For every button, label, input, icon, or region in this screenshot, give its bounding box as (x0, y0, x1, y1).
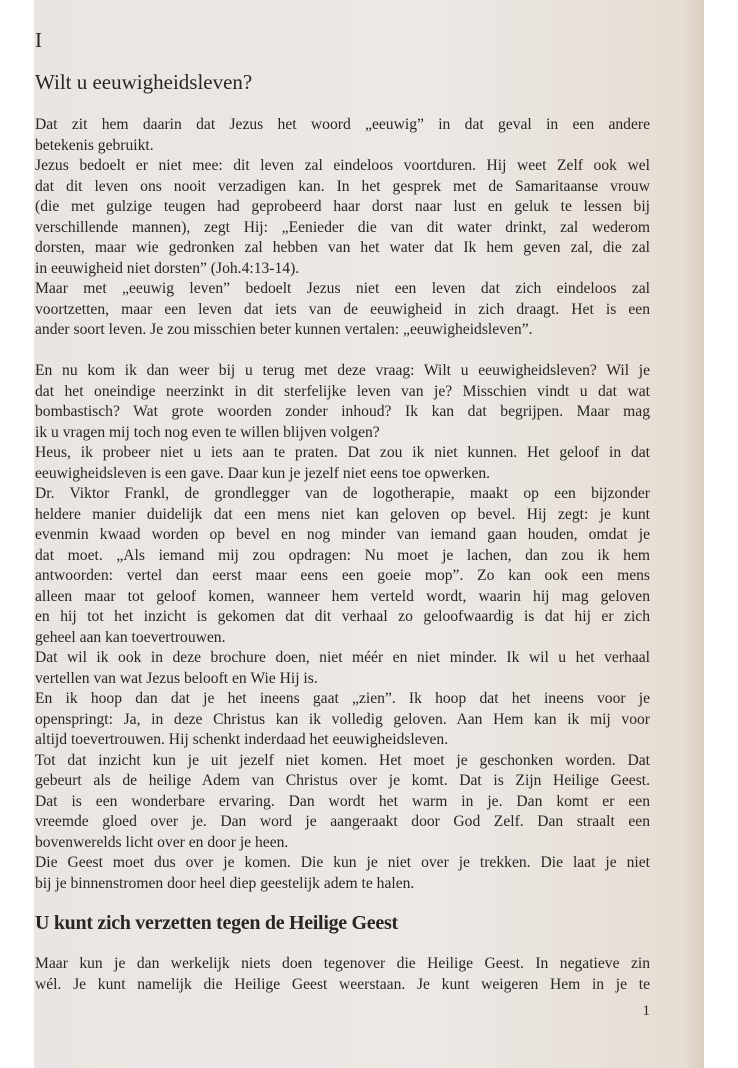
text-block-1 (35, 115, 650, 341)
text-line: betekenis gebruikt. (35, 136, 154, 154)
paragraph (35, 115, 650, 156)
page-number: 1 (642, 1003, 650, 1019)
chapter-number: I (35, 28, 42, 52)
text-line: antwoorden: vertel dan eerst maar eens een goeie mop”. Zo kan ook een mens (35, 567, 650, 584)
paragraph (35, 853, 650, 894)
text-line: bombastisch? Wat grote woorden zonder inhoud? Ik kan dat begrijpen. Maar mag (35, 403, 650, 420)
text-line: vertellen van wat Jezus belooft en Wie Hij is. (35, 669, 318, 687)
paragraph (35, 689, 650, 751)
text-line: ik u vragen mij toch nog even te willen blijven volgen? (35, 423, 380, 441)
text-line: altijd toevertrouwen. Hij schenkt inderdaad het eeuwigheidsleven. (35, 731, 449, 748)
text-line: ander soort leven. Je zou misschien beter kunnen vertalen: „eeuwigheidsleven”. (35, 321, 533, 338)
text-line: Jezus bedoelt er niet mee: dit leven zal eindeloos voortduren. Hij weet Zelf ook wel (35, 157, 650, 174)
text-line: vreemde gloed over je. Dan word je aangeraakt door God Zelf. Dan straalt een (35, 813, 650, 830)
paragraph (35, 443, 650, 484)
text-line: dat dit leven ons nooit verzadigen kan. In het gesprek met de Samaritaanse vrouw (35, 177, 650, 195)
text-line: geheel aan kan toevertrouwen. (35, 628, 226, 646)
text-line: Maar kun je dan werkelijk niets doen tegenover die Heilige Geest. In negatieve zin (35, 955, 650, 972)
text-line: Maar met „eeuwig leven” bedoelt Jezus niet een leven dat zich eindeloos zal (35, 280, 650, 297)
text-line: evenmin kwaad worden op bevel en nog minder van iemand gaan houden, omdat je (35, 526, 650, 543)
paragraph (35, 361, 650, 443)
paragraph (35, 648, 650, 689)
text-line: Heus, ik probeer niet u iets aan te praten. Dat zou ik niet kunnen. Het geloof in dat (35, 444, 650, 461)
text-line: voortzetten, maar een leven dat iets van de eeuwigheid in zich draagt. Het is een (35, 300, 650, 318)
text-line: in eeuwigheid niet dorsten” (Joh.4:13-14). (35, 259, 300, 277)
text-line: Dat wil ik ook in deze brochure doen, niet méér en niet minder. Ik wil u het verhaal (35, 649, 650, 666)
text-line: Dr. Viktor Frankl, de grondlegger van de logotherapie, maakt op een bijzonder (35, 485, 650, 502)
text-line: Dat is een wonderbare ervaring. Dan wordt het warm in je. Dan komt er een (35, 792, 650, 810)
text-line: dat het oneindige neerzinkt in dit sterfelijke leven van je? Misschien vindt u dat wat (35, 382, 650, 400)
text-line: wél. Je kunt namelijk die Heilige Geest weerstaan. Je kunt weigeren Hem in je te (35, 975, 650, 993)
text-line: openspringt: Ja, in deze Christus kan ik volledig geloven. Aan Hem kan ik mij voor (35, 710, 650, 728)
paragraph (35, 751, 650, 854)
text-line: en hij tot het inzicht is gekomen dat dit verhaal zo geloofwaardig is dat hij er zich (35, 608, 650, 625)
text-line: Tot dat inzicht kun je uit jezelf niet komen. Het moet je geschonken worden. Dat (35, 751, 650, 769)
text-line: heldere manier duidelijk dat een mens niet kan geloven op bevel. Hij zegt: je kunt (35, 505, 650, 523)
paragraph (35, 279, 650, 341)
text-line: Die Geest moet dus over je komen. Die kun je niet over je trekken. Die laat je niet (35, 854, 650, 871)
text-line: alleen maar tot geloof komen, wanneer hem verteld wordt, waarin hij mag geloven (35, 587, 650, 605)
text-line: gebeurt als de heilige Adem van Christus over je komt. Dat is Zijn Heilige Geest. (35, 772, 650, 789)
text-block-3 (35, 954, 650, 995)
text-line: dat moet. „Als iemand mij zou opdragen: Nu moet je lachen, dan zou ik hem (35, 546, 650, 564)
text-line: En nu kom ik dan weer bij u terug met deze vraag: Wilt u eeuwigheidsleven? Wil je (35, 362, 650, 379)
text-block-2 (35, 361, 650, 894)
text-line: Dat zit hem daarin dat Jezus het woord „eeuwig” in dat geval in een andere (35, 116, 650, 133)
text-line: verschillende mannen), zegt Hij: „Eenieder die van dit water drinkt, zal wederom (35, 218, 650, 236)
paragraph (35, 156, 650, 279)
paragraph (35, 954, 650, 995)
chapter-title: Wilt u eeuwigheidsleven? (35, 70, 253, 94)
text-line: (die met gulzige teugen had geprobeerd haar dorst naar lust en geluk te lessen bij (35, 198, 650, 215)
text-line: bovenwerelds licht over en door je heen. (35, 833, 289, 851)
text-line: En ik hoop dan dat je het ineens gaat „zien”. Ik hoop dat het ineens voor je (35, 690, 650, 707)
text-line: bij je binnenstromen door heel diep geestelijk adem te halen. (35, 874, 415, 892)
text-line: dorsten, maar wie gedronken zal hebben van het water dat Ik hem geven zal, die zal (35, 239, 650, 256)
text-line: eeuwigheidsleven is een gave. Daar kun je jezelf niet eens toe opwerken. (35, 464, 491, 482)
section-heading: U kunt zich verzetten tegen de Heilige Geest (35, 912, 398, 934)
paragraph (35, 484, 650, 648)
